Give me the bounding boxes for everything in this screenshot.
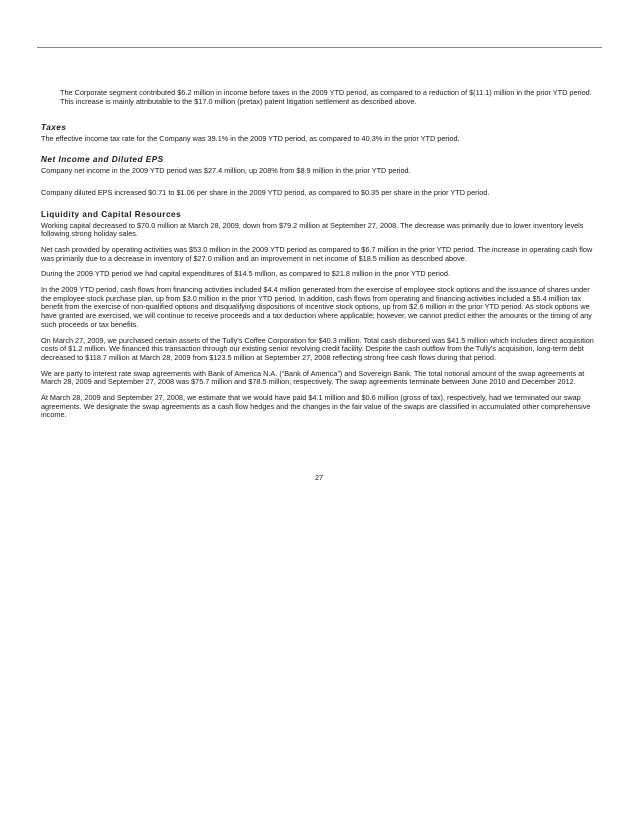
taxes-paragraph: The effective income tax rate for the Company was 39.1% in the 2009 YTD period, as compared to 40.3% in the prior YTD period. bbox=[41, 134, 460, 144]
document-body bbox=[41, 89, 601, 420]
swap-paragraph: We are party to interest rate swap agreements with Bank of America N.A. (“Bank of America”) and Sovereign Bank. The total notional amount of the swap agreements at March 28, 2009 and September 27, 2008 was $75.7 million and $78.5 million, respectively. The swap agreements terminate between June 2010 and December 2012. bbox=[41, 368, 585, 387]
taxes-heading: Taxes bbox=[41, 123, 67, 133]
tullys-paragraph: On March 27, 2009, we purchased certain assets of the Tully’s Coffee Corporation for $40.3 million. Total cash disbursed was $41.5 million which includes direct acquisition costs of $1.2 million. We financed this transaction through our existing senior revolving credit facility. Despite the cash outflow from the Tully’s acquisition, long-term debt decreased to $118.7 million at March 28, 2009 from $123.5 million at September 27, 2008 reflecting strong free cash flows during that period. bbox=[41, 335, 594, 362]
header-rule bbox=[37, 47, 602, 48]
liquidity-heading: Liquidity and Capital Resources bbox=[41, 209, 182, 219]
page-number: 27 bbox=[314, 473, 324, 482]
net-income-heading: Net Income and Diluted EPS bbox=[41, 155, 164, 165]
working-capital-paragraph: Working capital decreased to $70.0 million at March 28, 2009, down from $79.2 million at September 27, 2008. The decrease was primarily due to lower inventory levels following strong holiday sales. bbox=[41, 220, 584, 239]
capex-paragraph: During the 2009 YTD period we had capital expenditures of $14.5 million, as compared to $21.8 million in the prior YTD period. bbox=[41, 269, 450, 279]
financing-paragraph: In the 2009 YTD period, cash flows from financing activities included $4.4 million generated from the exercise of employee stock options and the issuance of shares under the employee stock purchase plan, up from $3.0 million in the prior YTD period. In addition, cash flows from operating and financing activities included a $5.4 million tax benefit from the exercise of non-qualified options and disqualifying dispositions of incentive stock options, up from $2.6 million in the prior YTD period. As stock options we have granted are exercised, we will continue to receive proceeds and a tax deduction where applicable; however, we cannot predict either the amounts or the timing of any such proceeds or tax benefits. bbox=[41, 285, 592, 329]
corporate-paragraph: The Corporate segment contributed $6.2 million in income before taxes in the 2009 YTD period, as compared to a reduction of $(11.1) million in the prior YTD period. This increase is mainly attributable to the $17.0 million (pretax) patent litigation settlement as described above. bbox=[60, 88, 592, 106]
net-income-paragraph: Company net income in the 2009 YTD period was $27.4 million, up 208% from $8.9 million in the prior YTD period. bbox=[41, 166, 411, 176]
operating-cash-paragraph: Net cash provided by operating activities was $53.0 million in the 2009 YTD period as compared to $6.7 million in the prior YTD period. The increase in operating cash flow was primarily due to a decrease in inventory of $27.0 million and an improvement in net income of $18.5 million as described above. bbox=[41, 244, 593, 263]
diluted-eps-paragraph: Company diluted EPS increased $0.71 to $1.06 per share in the 2009 YTD period, as compared to $0.35 per share in the prior YTD period. bbox=[41, 187, 490, 197]
swap-fair-value-paragraph: At March 28, 2009 and September 27, 2008, we estimate that we would have paid $4.1 million and $0.6 million (gross of tax), respectively, had we terminated our swap agreements. We designate the swap agreements as a cash flow hedges and the changes in the fair value of the swaps are classified in accumulated other comprehensive income. bbox=[41, 393, 591, 420]
